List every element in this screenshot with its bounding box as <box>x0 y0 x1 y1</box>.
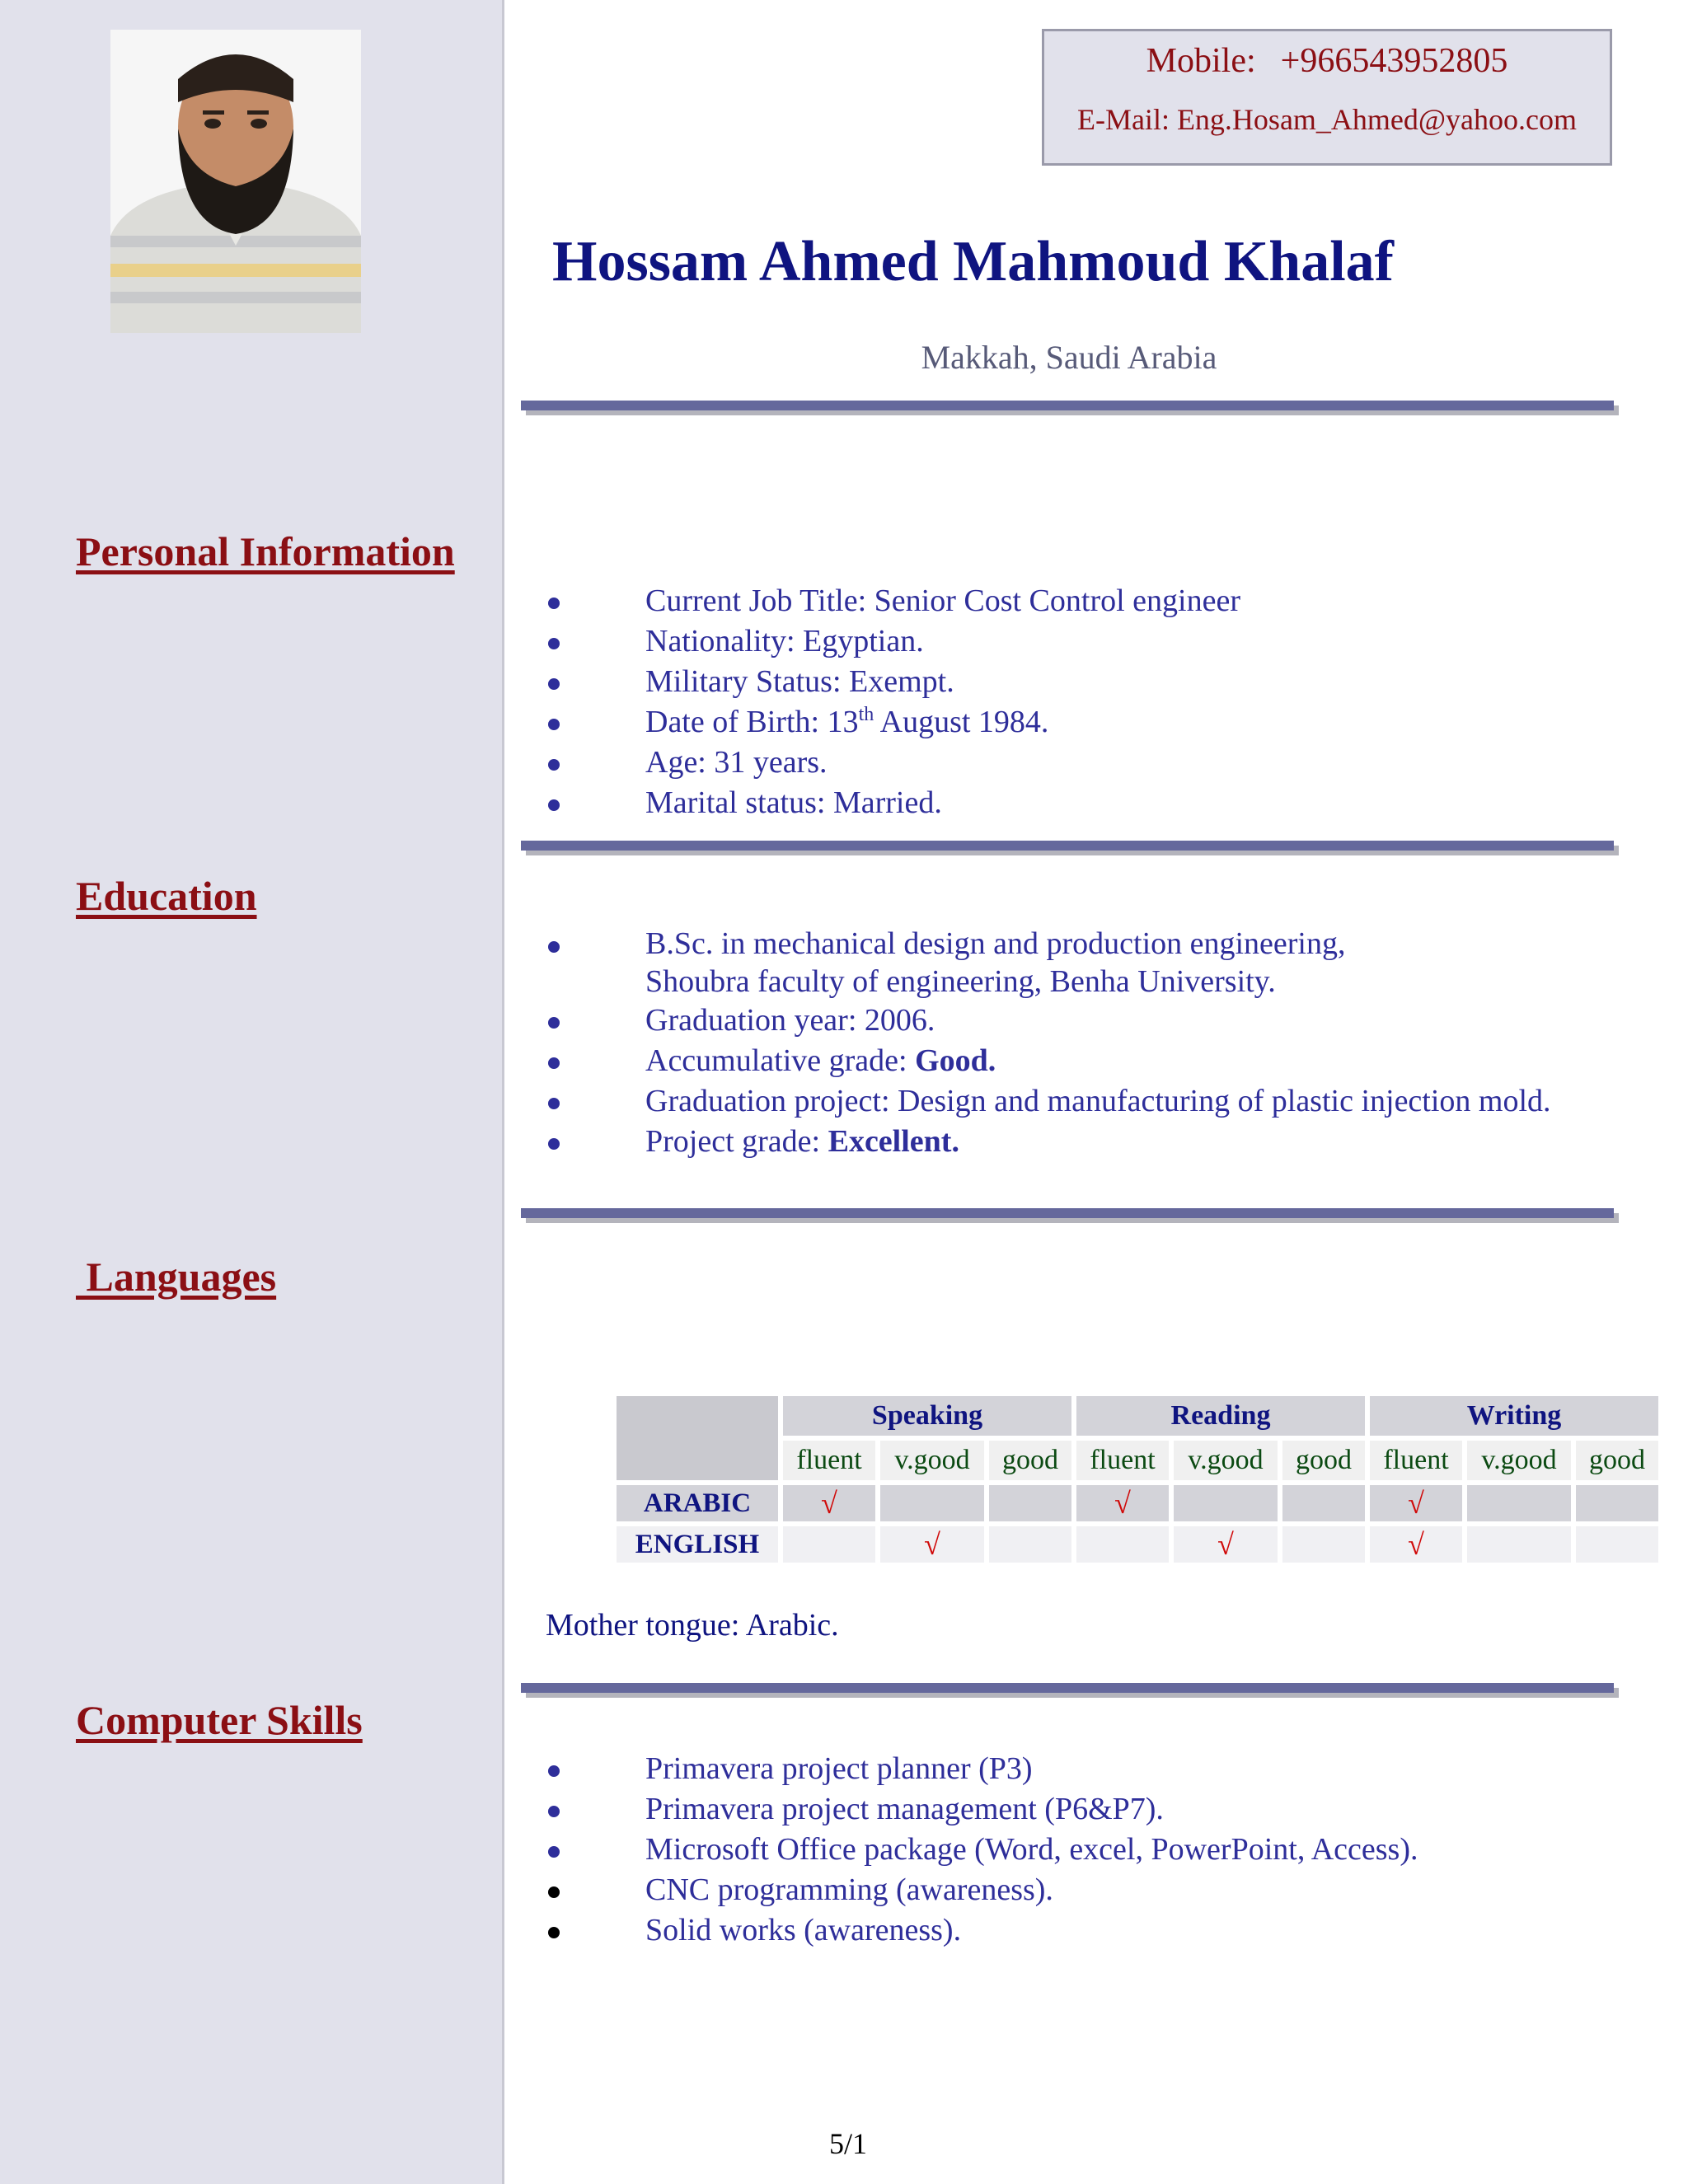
language-name: ENGLISH <box>617 1526 778 1563</box>
level-header: good <box>1282 1441 1365 1480</box>
list-item: Date of Birth: 13th August 1984. <box>537 702 1675 743</box>
education-heading: Education <box>76 873 257 919</box>
list-item: Solid works (awareness). <box>537 1910 1675 1951</box>
list-item: Primavera project planner (P3) <box>537 1749 1675 1789</box>
list-item: Age: 31 years. <box>537 743 1675 783</box>
level-header: fluent <box>1370 1441 1462 1480</box>
mobile-number: +966543952805 <box>1280 42 1508 80</box>
education-list <box>537 925 1675 1162</box>
column-header-reading: Reading <box>1076 1396 1365 1436</box>
languages-table <box>612 1391 1663 1568</box>
check-icon: √ <box>1370 1526 1462 1563</box>
list-item: Nationality: Egyptian. <box>537 621 1675 662</box>
list-item: Graduation year: 2006. <box>537 1001 1675 1041</box>
table-cell <box>1076 1526 1169 1563</box>
column-header-writing: Writing <box>1370 1396 1658 1436</box>
profile-photo-image <box>110 30 361 333</box>
column-header-speaking: Speaking <box>783 1396 1071 1436</box>
table-cell <box>1576 1485 1658 1521</box>
table-cell <box>1174 1485 1278 1521</box>
check-icon: √ <box>880 1526 984 1563</box>
table-cell <box>989 1485 1071 1521</box>
table-cell <box>1467 1485 1571 1521</box>
list-item: Graduation project: Design and manufacturing of plastic injection mold. <box>537 1081 1675 1122</box>
bullet-icon <box>548 1057 560 1069</box>
level-header: good <box>989 1441 1071 1480</box>
bullet-icon <box>548 719 560 730</box>
bullet-icon <box>548 1886 560 1898</box>
computer-skills-heading: Computer Skills <box>76 1697 363 1743</box>
level-header: v.good <box>1174 1441 1278 1480</box>
email-address: E-Mail: Eng.Hosam_Ahmed@yahoo.com <box>1076 103 1578 136</box>
bullet-icon <box>548 598 560 609</box>
computer-skills-list <box>537 1749 1675 1951</box>
language-name: ARABIC <box>617 1485 778 1521</box>
candidate-name: Hossam Ahmed Mahmoud Khalaf <box>552 230 1394 293</box>
bullet-icon <box>548 1765 560 1777</box>
list-item: CNC programming (awareness). <box>537 1870 1675 1910</box>
bullet-icon <box>548 638 560 649</box>
list-item: Project grade: Excellent. <box>537 1122 1675 1162</box>
list-item: Primavera project management (P6&P7). <box>537 1789 1675 1830</box>
contact-box <box>1042 29 1612 166</box>
check-icon: √ <box>1076 1485 1169 1521</box>
list-item: Microsoft Office package (Word, excel, PowerPoint, Access). <box>537 1830 1675 1870</box>
bullet-icon <box>548 759 560 771</box>
table-cell <box>880 1485 984 1521</box>
bullet-icon <box>548 678 560 690</box>
list-item: Military Status: Exempt. <box>537 662 1675 702</box>
table-cell <box>989 1526 1071 1563</box>
level-header: v.good <box>880 1441 984 1480</box>
bullet-icon <box>548 1098 560 1109</box>
bullet-icon <box>548 1017 560 1029</box>
level-header: v.good <box>1467 1441 1571 1480</box>
candidate-location: Makkah, Saudi Arabia <box>921 339 1217 376</box>
level-header: fluent <box>1076 1441 1169 1480</box>
list-item: Accumulative grade: Good. <box>537 1041 1675 1081</box>
mobile-line <box>1044 41 1610 81</box>
bullet-icon <box>548 799 560 811</box>
section-divider <box>521 1683 1614 1693</box>
table-cell <box>783 1526 875 1563</box>
table-cell <box>1282 1526 1365 1563</box>
languages-heading: Languages <box>76 1254 277 1300</box>
sidebar <box>0 0 504 2184</box>
page-number: 5/1 <box>829 2127 868 2160</box>
mobile-label: Mobile: <box>1146 42 1256 80</box>
bullet-icon <box>548 941 560 953</box>
table-cell <box>1576 1526 1658 1563</box>
table-corner-cell <box>617 1396 778 1480</box>
section-divider <box>521 841 1614 851</box>
level-header: fluent <box>783 1441 875 1480</box>
table-row <box>617 1485 1658 1521</box>
list-item: Current Job Title: Senior Cost Control engineer <box>537 581 1675 621</box>
list-item: Marital status: Married. <box>537 783 1675 823</box>
section-divider <box>521 401 1614 410</box>
personal-information-heading: Personal Information <box>76 528 455 574</box>
check-icon: √ <box>1370 1485 1462 1521</box>
section-divider <box>521 1208 1614 1218</box>
bullet-icon <box>548 1846 560 1858</box>
bullet-icon <box>548 1806 560 1817</box>
check-icon: √ <box>1174 1526 1278 1563</box>
table-row <box>617 1526 1658 1563</box>
profile-photo <box>110 30 361 333</box>
table-cell <box>1467 1526 1571 1563</box>
personal-info-list <box>537 581 1675 823</box>
check-icon: √ <box>783 1485 875 1521</box>
bullet-icon <box>548 1138 560 1150</box>
level-header: good <box>1576 1441 1658 1480</box>
bullet-icon <box>548 1927 560 1938</box>
list-item: B.Sc. in mechanical design and production engineering, Shoubra faculty of engineering, Benha University. <box>537 925 1675 1001</box>
mother-tongue: Mother tongue: Arabic. <box>546 1608 839 1643</box>
table-cell <box>1282 1485 1365 1521</box>
